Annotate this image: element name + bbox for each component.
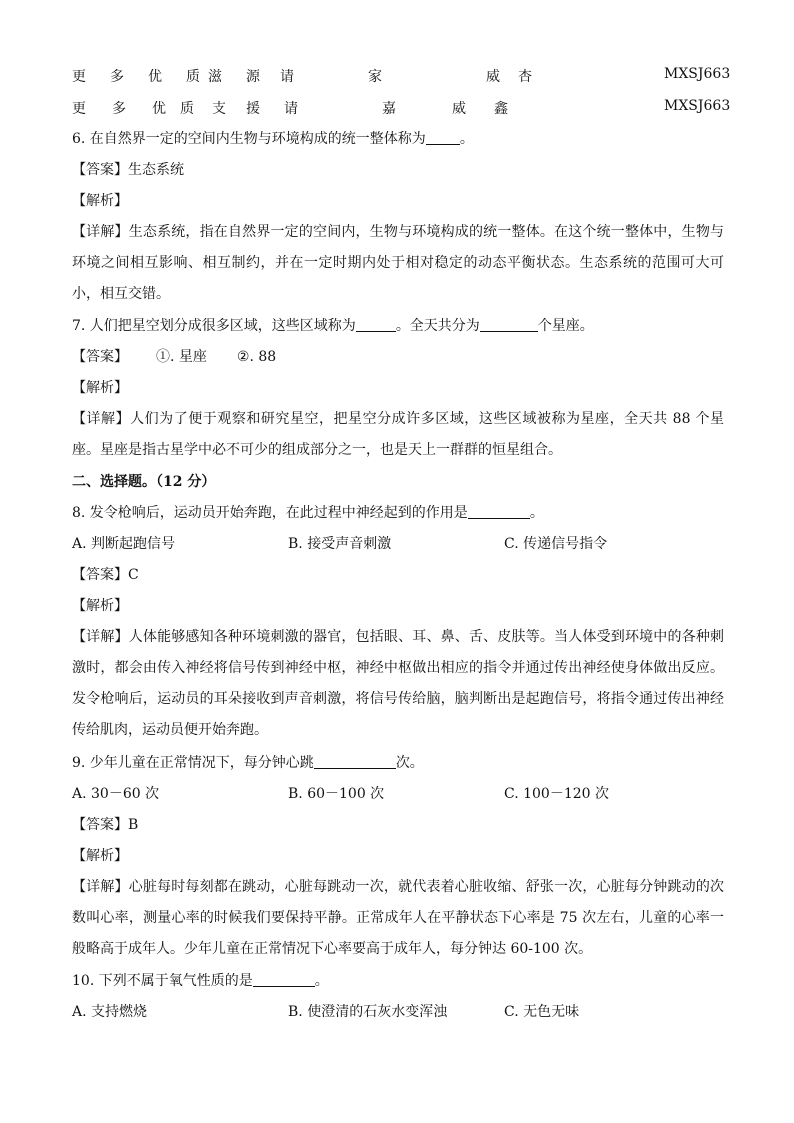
question-9-option-b: B. 60－100 次	[288, 786, 385, 802]
header-char: 更	[72, 101, 86, 117]
question-9-analysis-label: 【解析】	[72, 848, 128, 864]
header-char: 滋	[208, 69, 222, 85]
header-code: MXSJ663	[664, 98, 731, 114]
circled-number-1: ①	[156, 349, 170, 365]
question-10-option-b: B. 使澄清的石灰水变浑浊	[288, 1004, 448, 1020]
header-code: MXSJ663	[664, 66, 731, 82]
header-line-2	[72, 98, 731, 118]
header-char: 威	[452, 101, 466, 117]
header-char: 优	[152, 101, 166, 117]
question-7-detail: 【详解】人们为了便于观察和研究星空，把星空分成许多区域，这些区域被称为星座，全天共 88 个星座。星座是指古星学中必不可少的组成部分之一，也是天上一群群的恒星组合。	[72, 411, 725, 458]
header-char: 源	[246, 69, 260, 85]
question-7-stem: 7. 人们把星空划分成很多区域，这些区域称为 。全天共分为 个星座。	[72, 318, 594, 334]
question-6-answer: 【答案】生态系统	[72, 162, 184, 178]
question-6-stem: 6. 在自然界一定的空间内生物与环境构成的统一整体称为 。	[72, 131, 474, 147]
header-char: 优	[148, 69, 162, 85]
question-7-analysis-label: 【解析】	[72, 380, 128, 396]
circled-number-2: ②	[236, 349, 250, 365]
question-8-stem: 8. 发令枪响后，运动员开始奔跑，在此过程中神经起到的作用是 。	[72, 505, 544, 521]
answer-blank	[468, 504, 530, 519]
header-char: 多	[110, 69, 124, 85]
question-6-detail: 【详解】生态系统，指在自然界一定的空间内，生物与环境构成的统一整体。在这个统一整体中，生物与环境之间相互影响、相互制约，并在一定时期内处于相对稳定的动态平衡状态。生态系统的范围可大可小，相互交错。	[72, 224, 725, 302]
question-8-detail: 【详解】人体能够感知各种环境刺激的器官，包括眼、耳、鼻、舌、皮肤等。当人体受到环境中的各种刺激时，都会由传入神经将信号传到神经中枢，神经中枢做出相应的指令并通过传出神经使身体做出反应。发令枪响后，运动员的耳朵接收到声音刺激，将信号传给脑，脑判断出是起跑信号，将指令通过传出神经传给肌肉，运动员便开始奔跑。	[72, 629, 725, 738]
header-char: 请	[280, 69, 294, 85]
question-8-answer: 【答案】C	[72, 567, 139, 583]
answer-blank	[480, 317, 538, 332]
header-char: 杏	[518, 69, 532, 85]
question-8-option-a: A. 判断起跑信号	[72, 536, 176, 552]
header-char: 援	[246, 101, 260, 117]
answer-blank	[253, 972, 315, 987]
header-char: 质	[186, 69, 200, 85]
question-10-stem: 10. 下列不属于氧气性质的是 。	[72, 973, 329, 989]
question-9-detail: 【详解】心脏每时每刻都在跳动，心脏每跳动一次，就代表着心脏收缩、舒张一次，心脏每分钟跳动的次数叫心率，测量心率的时候我们要保持平静。正常成年人在平静状态下心率是 75 次左右，儿童的心率一般略高于成年人。少年儿童在正常情况下心率要高于成年人，每分钟达 60-100 次。	[72, 879, 725, 957]
header-char: 请	[284, 101, 298, 117]
header-char: 支	[212, 101, 226, 117]
section-2-title: 二、选择题。（12 分）	[72, 474, 216, 490]
answer-blank	[426, 130, 460, 145]
header-line-1	[72, 66, 731, 86]
header-char: 嘉	[382, 101, 396, 117]
question-6-analysis-label: 【解析】	[72, 193, 128, 209]
question-10-option-c: C. 无色无味	[504, 1004, 580, 1020]
header-char: 更	[72, 69, 86, 85]
header-char: 质	[180, 101, 194, 117]
question-9-option-a: A. 30－60 次	[72, 786, 160, 802]
header-char: 威	[486, 69, 500, 85]
question-8-analysis-label: 【解析】	[72, 598, 128, 614]
question-8-option-b: B. 接受声音刺激	[288, 536, 392, 552]
question-7-answer: 【答案】 ①. 星座 ②. 88	[72, 349, 277, 365]
question-8-option-c: C. 传递信号指令	[504, 536, 608, 552]
question-9-stem: 9. 少年儿童在正常情况下，每分钟心跳 次。	[72, 755, 424, 771]
header-char: 多	[112, 101, 126, 117]
question-10-option-a: A. 支持燃烧	[72, 1004, 148, 1020]
question-9-option-c: C. 100－120 次	[504, 786, 610, 802]
question-9-answer: 【答案】B	[72, 817, 139, 833]
answer-blank	[356, 317, 396, 332]
answer-blank	[314, 754, 396, 769]
header-char: 家	[368, 69, 382, 85]
header-char: 鑫	[494, 101, 508, 117]
